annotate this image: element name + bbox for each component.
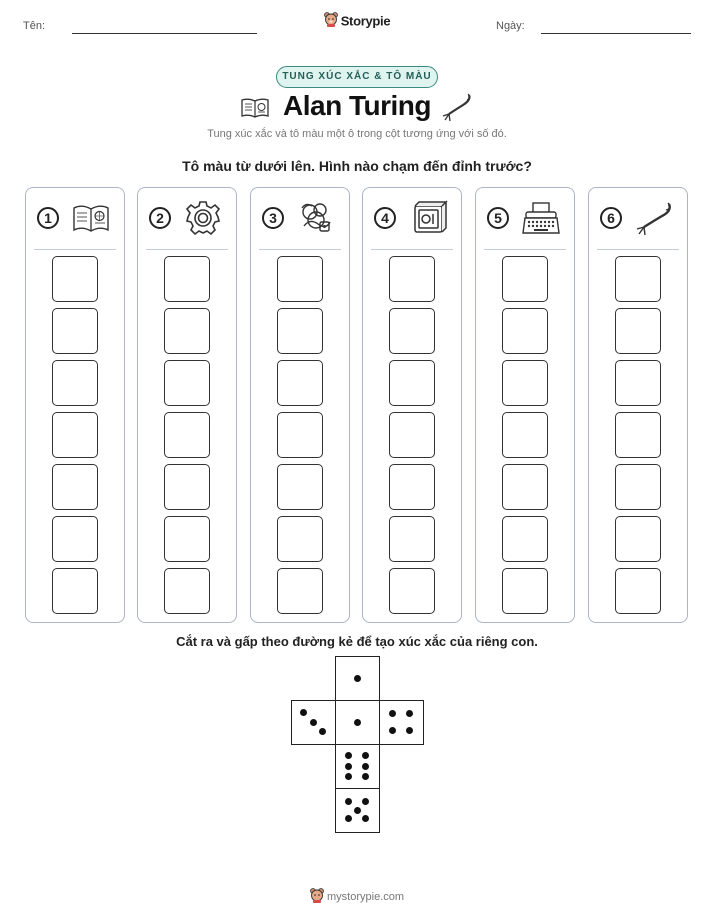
dice-pip [362,752,369,759]
activity-badge: TUNG XÚC XẮC & TÔ MÀU [276,66,438,88]
dice-pip [406,710,413,717]
brand-logo [0,12,714,30]
color-box[interactable] [615,256,661,302]
dice-face-5 [335,788,380,833]
column-number: 5 [487,207,509,229]
color-box[interactable] [389,360,435,406]
color-box[interactable] [502,464,548,510]
page-title: Alan Turing [283,90,431,121]
subtitle: Tung xúc xắc và tô màu một ô trong cột tương ứng với số đó. [207,128,507,140]
color-box[interactable] [389,256,435,302]
column-divider [34,249,116,250]
dice-pip [345,798,352,805]
name-line [72,33,257,34]
column-number: 4 [374,207,396,229]
color-box[interactable] [502,516,548,562]
dice-pip [319,728,326,735]
wire-cable-icon [441,92,473,127]
color-box[interactable] [277,360,323,406]
color-box[interactable] [502,412,548,458]
brand-name: Storypie [340,13,391,29]
color-box[interactable] [615,516,661,562]
dice-column-3 [250,187,350,623]
dice-face-1 [335,700,380,745]
column-number: 2 [149,207,171,229]
bear-logo-icon [324,12,338,30]
color-box[interactable] [615,568,661,614]
color-box[interactable] [615,360,661,406]
dice-pip [389,710,396,717]
column-divider [371,249,453,250]
dice-face-4 [379,700,424,745]
dice-column-1 [25,187,125,623]
name-label: Tên: [23,20,46,32]
color-box[interactable] [52,412,98,458]
dice-pip [345,773,352,780]
column-number: 6 [600,207,622,229]
cut-instruction: Cắt ra và gấp theo đường kẻ để tạo xúc xắc của riêng con. [176,634,538,649]
color-box[interactable] [52,464,98,510]
color-box[interactable] [502,360,548,406]
dice-pip [362,763,369,770]
dice-pip [389,727,396,734]
color-box[interactable] [389,412,435,458]
wire-cable-icon [634,200,674,236]
color-box[interactable] [389,516,435,562]
dice-column-4 [362,187,462,623]
color-box[interactable] [277,568,323,614]
column-divider [146,249,228,250]
column-divider [484,249,566,250]
color-box[interactable] [277,516,323,562]
gear-icon [183,200,223,236]
typewriter-icon [521,200,561,236]
date-label: Ngày: [496,20,525,32]
dice-pip [362,815,369,822]
footer [0,888,714,906]
dice-pip [310,719,317,726]
color-box[interactable] [615,308,661,354]
dice-face-6 [335,744,380,789]
date-line [541,33,691,34]
color-box[interactable] [52,516,98,562]
dice-face-1 [335,656,380,701]
color-box[interactable] [164,360,210,406]
color-box[interactable] [615,412,661,458]
color-box[interactable] [52,568,98,614]
dice-column-2 [137,187,237,623]
color-box[interactable] [389,308,435,354]
footer-url[interactable]: mystorypie.com [327,891,405,903]
color-box[interactable] [389,568,435,614]
column-number: 1 [37,207,59,229]
color-box[interactable] [164,256,210,302]
color-box[interactable] [164,568,210,614]
color-box[interactable] [502,308,548,354]
color-box[interactable] [277,464,323,510]
book-icon [71,200,111,236]
color-box[interactable] [164,516,210,562]
color-box[interactable] [52,360,98,406]
safe-icon [408,200,448,236]
color-box[interactable] [389,464,435,510]
dice-column-5 [475,187,575,623]
column-number: 3 [262,207,284,229]
column-divider [259,249,341,250]
dice-pip [345,752,352,759]
dice-pip [354,675,361,682]
color-box[interactable] [52,308,98,354]
color-box[interactable] [615,464,661,510]
dice-face-3 [291,700,336,745]
dice-pip [354,807,361,814]
color-box[interactable] [277,256,323,302]
column-divider [597,249,679,250]
color-box[interactable] [277,412,323,458]
dice-pip [354,719,361,726]
bear-logo-icon [310,894,327,906]
color-box[interactable] [164,464,210,510]
color-box[interactable] [502,256,548,302]
dice-pip [406,727,413,734]
color-box[interactable] [502,568,548,614]
dice-pip [345,815,352,822]
dice-pip [345,763,352,770]
dice-column-6 [588,187,688,623]
color-box[interactable] [52,256,98,302]
dice-pip [300,709,307,716]
color-box[interactable] [164,308,210,354]
dice-pip [362,798,369,805]
instruction-heading: Tô màu từ dưới lên. Hình nào chạm đến đỉnh trước? [182,158,532,174]
tangled-wires-icon [296,200,336,236]
color-box[interactable] [164,412,210,458]
dice-pip [362,773,369,780]
color-box[interactable] [277,308,323,354]
